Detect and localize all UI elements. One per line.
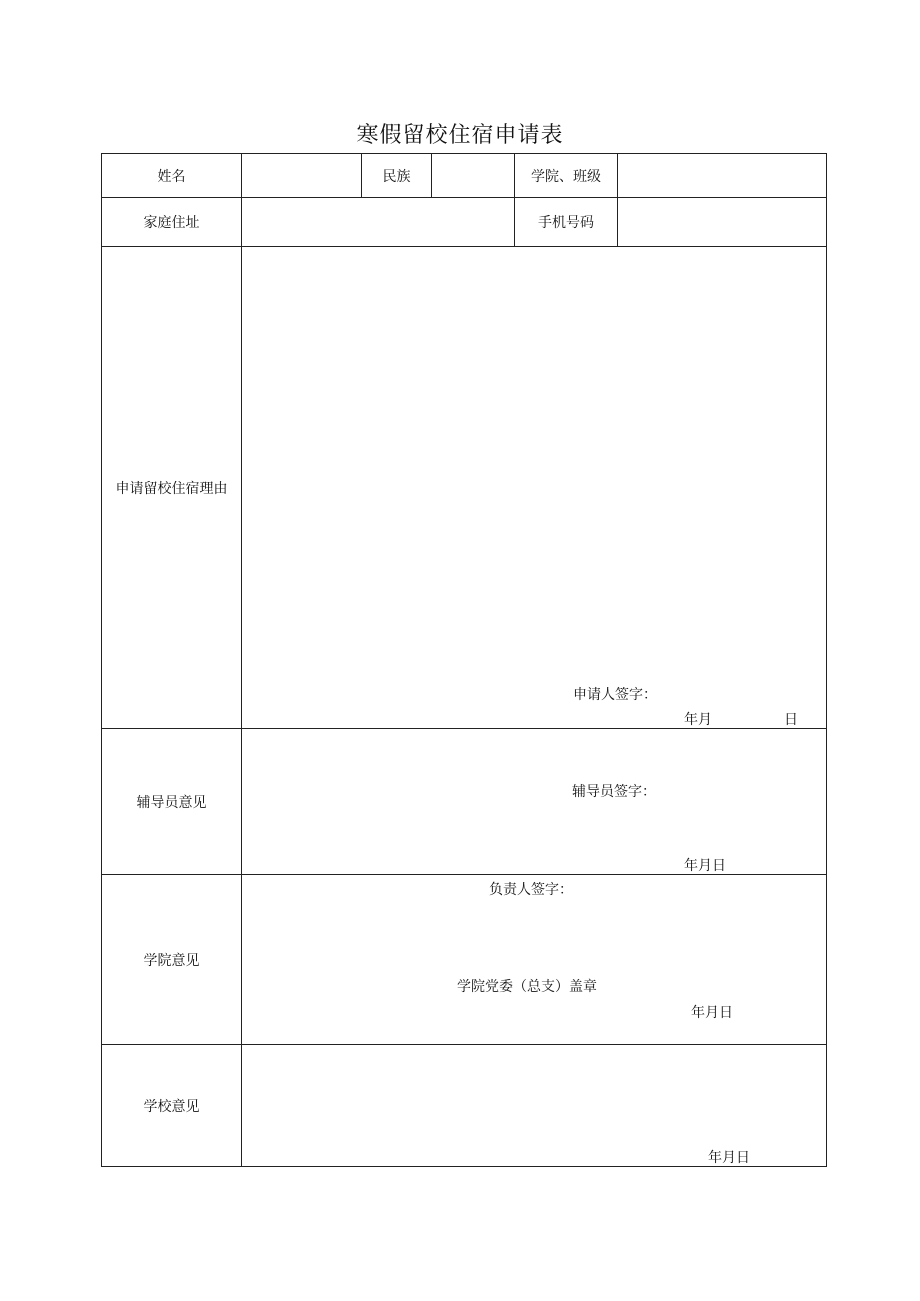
counselor-signature-label: 辅导员签字：	[572, 784, 656, 800]
name-label: 姓名	[157, 168, 186, 185]
school-label-cell	[101, 1044, 242, 1167]
school-date-label: 年月日	[708, 1150, 750, 1166]
address-label: 家庭住址	[143, 215, 200, 231]
reason-field[interactable]	[241, 246, 827, 729]
reason-label: 申请留校住宿理由	[115, 480, 228, 497]
college-class-label: 学院、班级	[531, 168, 601, 185]
school-opinion-field[interactable]	[241, 1044, 827, 1167]
school-label: 学校意见	[143, 1098, 200, 1115]
name-field[interactable]	[241, 153, 362, 198]
counselor-opinion-field[interactable]	[241, 728, 827, 875]
college-label-cell	[101, 874, 242, 1045]
name-label-cell	[101, 153, 242, 198]
applicant-signature-label: 申请人签字：	[573, 687, 657, 703]
college-class-field[interactable]	[617, 153, 827, 198]
ethnicity-label: 民族	[382, 168, 411, 185]
phone-label: 手机号码	[538, 215, 594, 231]
ethnicity-field[interactable]	[431, 153, 515, 198]
counselor-label: 辅导员意见	[136, 794, 207, 811]
college-label: 学院意见	[143, 952, 200, 969]
form-title: 寒假留校住宿申请表	[356, 123, 564, 148]
phone-label-cell	[514, 197, 618, 247]
reason-label-cell	[101, 246, 242, 729]
college-date-label: 年月日	[691, 1005, 733, 1021]
address-field[interactable]	[241, 197, 515, 247]
counselor-label-cell	[101, 728, 242, 875]
applicant-date-label: 年月	[684, 712, 712, 728]
address-label-cell	[101, 197, 242, 247]
phone-field[interactable]	[617, 197, 827, 247]
form-table	[101, 153, 827, 1167]
counselor-date-label: 年月日	[684, 858, 726, 874]
college-seal-label: 学院党委（总支）盖章	[457, 979, 597, 995]
college-signature-label: 负责人签字：	[489, 882, 573, 898]
ethnicity-label-cell	[361, 153, 432, 198]
college-class-label-cell	[514, 153, 618, 198]
college-opinion-field[interactable]	[241, 874, 827, 1045]
applicant-day-label: 日	[784, 712, 798, 728]
